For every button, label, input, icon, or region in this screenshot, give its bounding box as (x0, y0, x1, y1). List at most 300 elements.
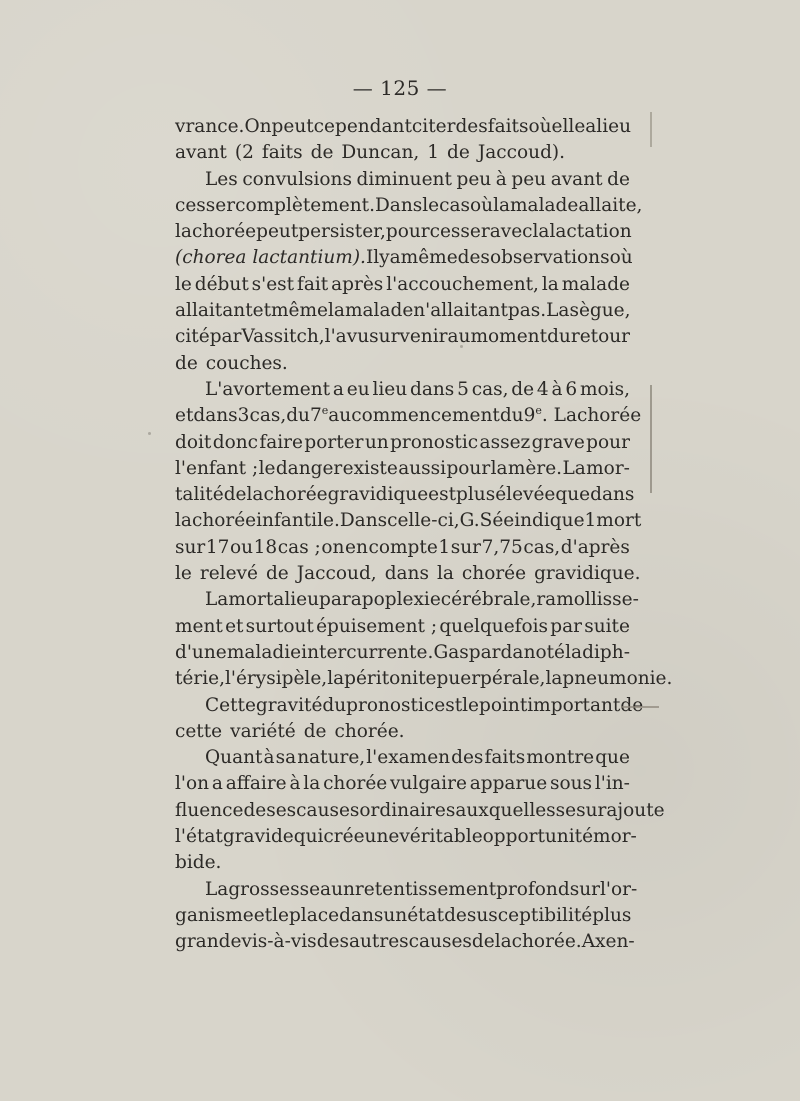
text-word: pas. (507, 300, 547, 322)
text-word: vis-à-vis (241, 931, 317, 953)
text-word: cas, (249, 405, 287, 427)
text-line (175, 377, 630, 403)
text-line (175, 508, 642, 534)
text-word: Gaspard (433, 641, 513, 663)
text-word: quelquefois (439, 615, 549, 637)
text-word: aussi (398, 457, 447, 479)
text-word: où (470, 194, 494, 216)
text-word: cesser (175, 194, 236, 216)
text-word: dans (409, 378, 455, 400)
text-word: danger (275, 457, 343, 479)
text-word: apoplexie (350, 589, 441, 611)
text-word: à (289, 773, 301, 795)
text-word: dans (384, 563, 429, 585)
text-word: à (551, 378, 563, 400)
text-line (175, 193, 643, 219)
text-word: surajoute (576, 799, 665, 821)
text-word: l'érysipèle, (224, 668, 328, 690)
text-word: la (494, 931, 512, 953)
text-word: Dans (374, 194, 423, 216)
text-word: auxquelles (455, 799, 556, 821)
text-word: Lasègue, (546, 300, 631, 322)
text-line (175, 745, 630, 771)
text-word: Il (365, 247, 380, 269)
text-line (175, 324, 630, 350)
text-word: retentissement (354, 878, 497, 900)
text-word: on (321, 536, 345, 558)
text-word: l'accouchement, (386, 273, 539, 295)
text-word: (2 (234, 142, 254, 164)
text-word: moment (470, 326, 548, 348)
text-word: convulsions (242, 168, 352, 190)
text-word: et (225, 615, 244, 637)
text-word: a (585, 116, 597, 137)
text-word: chorée (323, 773, 388, 795)
text-word: se (555, 799, 577, 821)
text-word: au (328, 405, 352, 427)
text-word: diminuent (356, 168, 452, 190)
text-word: par (319, 589, 351, 611)
text-line (175, 561, 641, 587)
text-word: affaire (225, 773, 287, 795)
text-word: y (379, 247, 390, 269)
text-word: et (175, 405, 194, 427)
text-word: 4 (536, 378, 549, 400)
text-word: celle-ci, (387, 510, 460, 532)
text-word: cas, (523, 536, 561, 558)
text-word: même (400, 247, 458, 269)
text-word: assez (479, 431, 531, 453)
text-word: cas, (471, 378, 509, 400)
text-line (175, 114, 630, 140)
text-word: 17 (205, 536, 230, 558)
text-word: du (286, 405, 310, 427)
text-line (175, 403, 642, 429)
text-word: survenir (369, 326, 448, 348)
text-word: n'allaitant (413, 300, 508, 322)
text-word: profond (496, 878, 570, 900)
text-word: complètement. (235, 194, 375, 216)
text-word: malade (510, 194, 579, 216)
text-word: la (565, 641, 583, 663)
text-word: pronostic (390, 431, 479, 453)
text-word: chorée (191, 221, 257, 243)
text-word: Cette (205, 694, 256, 716)
text-word: 7e (309, 404, 329, 427)
text-word: 7,75 (481, 536, 523, 558)
text-word: plus (592, 904, 632, 926)
text-word: la (175, 221, 192, 243)
text-line (175, 771, 630, 797)
text-word: compte (368, 536, 438, 558)
text-word: important (527, 694, 621, 716)
text-word: ganisme (175, 904, 254, 926)
text-line (175, 587, 639, 613)
paper-speck (536, 807, 539, 810)
text-word: existe (342, 457, 398, 479)
text-word: peu (511, 168, 547, 190)
text-word: vu (346, 326, 370, 348)
text-word: 9e (523, 404, 542, 427)
text-word: qui (293, 826, 324, 848)
text-word: pronostic (346, 694, 435, 716)
text-line (175, 272, 630, 298)
text-word: grossesse (228, 878, 321, 900)
text-word: indique (514, 510, 585, 532)
text-word: d'une (175, 641, 227, 663)
text-word: Les (205, 168, 238, 190)
superscript-text: e (535, 404, 542, 418)
text-word: de (607, 168, 630, 190)
text-word: Vassitch, (241, 326, 325, 348)
text-word: allaite, (578, 194, 643, 216)
text-word: couches. (205, 352, 288, 374)
text-word: mor- (593, 826, 637, 848)
text-word: et (253, 904, 273, 926)
text-word: de (265, 563, 289, 585)
text-word: cependant (313, 116, 412, 137)
text-word: mor- (586, 457, 630, 479)
text-word: l'état (175, 826, 223, 848)
text-word: a (389, 247, 401, 269)
text-word: que (555, 484, 591, 506)
text-word: que (595, 747, 630, 769)
text-word: opportunité (482, 826, 594, 848)
text-word: sur (450, 536, 482, 558)
text-word: G. (459, 510, 480, 532)
text-word: nature, (297, 747, 366, 769)
text-word: On (244, 116, 272, 137)
text-word: le (258, 457, 276, 479)
text-word: 5 (457, 378, 469, 400)
text-word: la (541, 273, 559, 295)
text-word: véritable (399, 826, 483, 848)
text-word: infantile. (256, 510, 340, 532)
text-word: térie, (175, 668, 225, 690)
text-word: peu (456, 168, 492, 190)
text-word: noté (523, 641, 565, 663)
text-word: sur (569, 878, 600, 900)
text-line (175, 824, 637, 850)
text-word: l'on (175, 773, 210, 795)
text-word: même (271, 300, 328, 322)
text-word: dans (193, 405, 238, 427)
paper-speck (460, 345, 463, 348)
paper-speck (148, 432, 151, 435)
text-word: fait (297, 273, 329, 295)
text-word: cité (175, 326, 210, 348)
text-word: du (499, 405, 524, 427)
text-word: ordinaires (359, 799, 456, 821)
text-word: Quant (205, 747, 263, 769)
text-word: . La (541, 405, 577, 427)
text-word: le (175, 273, 192, 295)
text-word: citer (411, 116, 456, 137)
text-word: 6 (565, 378, 578, 400)
text-word: autres (348, 931, 409, 953)
text-line (175, 614, 630, 640)
text-word: crée (323, 826, 365, 848)
text-word: où (609, 247, 633, 269)
text-word: montre (526, 747, 595, 769)
text-word: Dans (339, 510, 388, 532)
text-word: doit (175, 431, 212, 453)
text-word: des (455, 116, 488, 137)
text-word: la (545, 668, 563, 690)
text-word: a (211, 773, 223, 795)
text-word: chorée (263, 484, 328, 506)
text-word: maladie (226, 641, 302, 663)
text-word: s'est (251, 273, 295, 295)
margin-pencil-bracket (650, 385, 652, 493)
text-word: la (303, 773, 321, 795)
text-word: chorée (576, 405, 642, 427)
text-word: elle (551, 116, 586, 137)
text-word: grande (175, 931, 242, 953)
text-word: mère. (507, 457, 563, 479)
text-word: porter (304, 431, 364, 453)
text-word: des (316, 931, 349, 953)
text-word: est (434, 694, 463, 716)
text-word: plus (456, 484, 496, 506)
text-word: la (175, 510, 192, 532)
text-word: l'in- (594, 773, 630, 795)
text-word: un (364, 431, 389, 453)
text-word: la (532, 221, 550, 243)
text-word: faire (259, 431, 303, 453)
text-word: peut (271, 116, 314, 137)
text-word: fluence (175, 799, 244, 821)
text-word: cesser (429, 221, 490, 243)
margin-pencil-dash (621, 706, 659, 708)
text-word: une (364, 826, 400, 848)
text-word: le (462, 694, 480, 716)
text-word: un (331, 878, 355, 900)
text-word: de (447, 142, 470, 164)
text-word: en (345, 536, 368, 558)
text-line (175, 903, 630, 929)
text-word: de (223, 484, 247, 506)
text-word: malade (561, 273, 630, 295)
text-word: par (209, 326, 242, 348)
text-word: place (288, 904, 340, 926)
text-word: où (528, 116, 552, 137)
text-word: a (332, 378, 344, 400)
text-word: allaitant (175, 300, 253, 322)
text-word: chorée. (334, 720, 405, 742)
text-word: Duncan, (341, 142, 420, 164)
text-word: 18 (253, 536, 278, 558)
text-word: début (194, 273, 249, 295)
text-word: intercurrente. (301, 641, 434, 663)
text-word: de (175, 352, 198, 374)
text-line (175, 430, 630, 456)
text-word: mort (228, 589, 274, 611)
text-word: avec (489, 221, 533, 243)
text-word: pour (586, 431, 630, 453)
text-word: cas ; (277, 536, 321, 558)
text-line (175, 456, 630, 482)
text-word: L'avortement (205, 378, 331, 400)
text-line (175, 929, 635, 955)
text-word: relevé (199, 563, 258, 585)
text-word: retour (570, 326, 630, 348)
text-word: de (303, 720, 327, 742)
text-word: chorée (191, 510, 257, 532)
text-word: de (310, 142, 334, 164)
text-word: a (512, 641, 524, 663)
text-word: gravidique. (534, 563, 641, 585)
text-line (175, 219, 630, 245)
text-word: élevée (495, 484, 556, 506)
text-word: avant (550, 168, 603, 190)
text-word: péritonite (344, 668, 437, 690)
text-word: un (383, 904, 408, 926)
text-word: gravité (255, 694, 323, 716)
text-word: La (205, 589, 229, 611)
text-line (175, 666, 673, 692)
text-word: la (246, 484, 264, 506)
text-word: le (422, 194, 440, 216)
text-word: de (471, 931, 495, 953)
text-word: dans (590, 484, 635, 506)
text-word: lieu (372, 378, 408, 400)
text-word: la (436, 563, 454, 585)
text-word: ses (266, 799, 297, 821)
text-word: de (444, 904, 467, 926)
text-word: susceptibilité (466, 904, 593, 926)
text-line (175, 482, 635, 508)
text-word: observations (489, 247, 610, 269)
page-number: — 125 — (352, 76, 448, 100)
text-word: l'enfant ; (175, 457, 259, 479)
text-word: vrance. (175, 116, 245, 137)
text-line (175, 850, 630, 876)
text-word: 1 (584, 510, 597, 532)
text-word: causes (408, 931, 472, 953)
text-line (175, 693, 630, 719)
text-line (175, 535, 630, 561)
text-word: La (562, 457, 586, 479)
text-word: mois, (580, 378, 630, 400)
text-word: malade (344, 300, 414, 322)
text-word: cérébrale, (440, 589, 537, 611)
text-word: sur (175, 536, 206, 558)
text-word: faits (261, 142, 303, 164)
text-word: puerpérale, (436, 668, 546, 690)
text-word: 1 (427, 142, 440, 164)
text-word: gravide (222, 826, 294, 848)
text-word: suite (584, 615, 630, 637)
text-word: pneumonie. (562, 668, 673, 690)
text-word: cas (439, 194, 470, 216)
text-word: des (457, 247, 490, 269)
text-word: le (272, 904, 289, 926)
text-word: 1 (438, 536, 451, 558)
text-word: apparue (469, 773, 548, 795)
text-word: l'examen (366, 747, 451, 769)
text-word: mort (596, 510, 642, 532)
text-word: bide. (175, 852, 222, 874)
text-word: de (511, 378, 535, 400)
text-word: Jaccoud). (477, 142, 566, 164)
main-text-block (175, 114, 673, 956)
text-word: grave (531, 431, 585, 453)
text-word: à (263, 747, 275, 769)
text-word: cette (175, 720, 223, 742)
text-word: chorée. (511, 931, 582, 953)
text-line (175, 877, 638, 903)
text-word: vulgaire (390, 773, 467, 795)
text-word: ment (175, 615, 223, 637)
text-word: état (407, 904, 445, 926)
text-word: pour (446, 457, 491, 479)
text-word: l'a (324, 326, 347, 348)
text-word: lieu (596, 116, 631, 137)
text-word: variété (230, 720, 296, 742)
text-word: ou (230, 536, 254, 558)
text-word: le (175, 563, 192, 585)
text-word: avant (175, 142, 227, 164)
text-word: gravidique (327, 484, 429, 506)
text-word: est (428, 484, 457, 506)
text-word: du (322, 694, 347, 716)
text-word: du (547, 326, 571, 348)
text-word: Axen- (581, 931, 635, 953)
text-word: à (495, 168, 507, 190)
text-word: et (252, 300, 272, 322)
text-word: talité (175, 484, 224, 506)
text-line (175, 798, 665, 824)
text-word: après (331, 273, 384, 295)
text-word: par (550, 615, 582, 637)
text-word: commencement (351, 405, 500, 427)
text-word: diph- (582, 641, 630, 663)
text-word: dans (339, 904, 384, 926)
text-word: la (328, 300, 345, 322)
text-word: la (493, 194, 511, 216)
text-word: épuisement ; (316, 615, 438, 637)
text-word: peut (256, 221, 299, 243)
text-word: 3 (237, 405, 250, 427)
text-word: surtout (245, 615, 314, 637)
text-word: donc (212, 431, 258, 453)
text-word: la (327, 668, 345, 690)
text-line (175, 245, 633, 271)
text-word: persister, (298, 221, 386, 243)
text-word: a (273, 589, 285, 611)
text-word: Sée (479, 510, 515, 532)
text-word: Jaccoud, (296, 563, 377, 585)
margin-pencil-mark (650, 112, 652, 147)
text-word: sous (549, 773, 593, 795)
text-line (175, 351, 630, 377)
text-word: d'après (560, 536, 630, 558)
text-word: l'or- (599, 878, 638, 900)
text-word: lactation (549, 221, 632, 243)
text-word: a (320, 878, 332, 900)
text-word: des (451, 747, 484, 769)
superscript-text: e (321, 404, 329, 418)
text-word: faits (487, 116, 529, 137)
text-word: la (490, 457, 508, 479)
text-line (175, 140, 630, 166)
text-word: ramollisse- (536, 589, 639, 611)
text-line (175, 719, 630, 745)
text-line (175, 167, 630, 193)
text-word: lieu (284, 589, 320, 611)
text-line (175, 640, 630, 666)
